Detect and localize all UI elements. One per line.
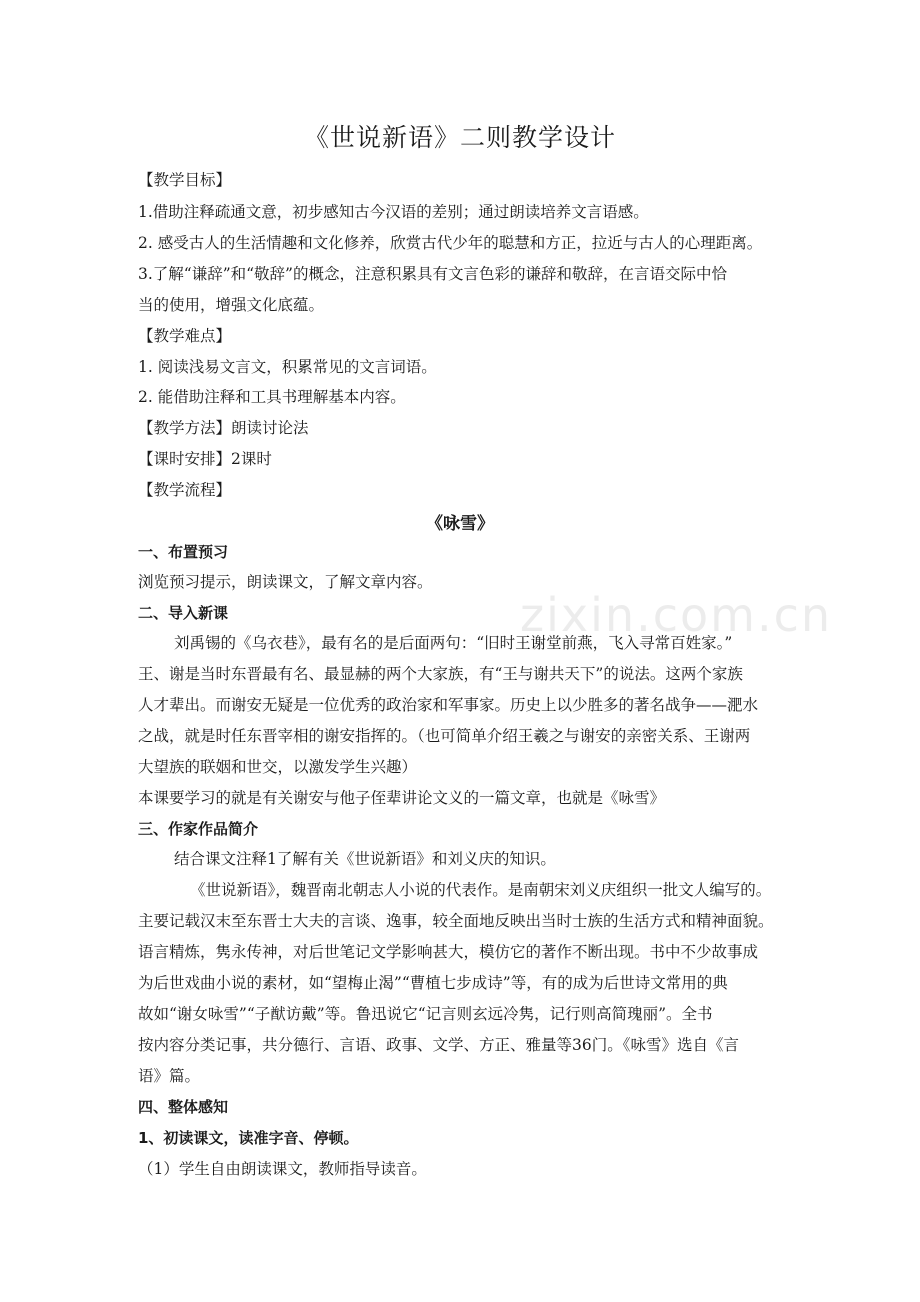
section-3-line-6: 故如“谢女咏雪”“子猷访戴”等。鲁迅说它“记言则玄远冷隽，记行则高简瑰丽”。全书: [138, 1005, 713, 1023]
section-1-text: 浏览预习提示，朗读课文，了解文章内容。: [138, 573, 433, 591]
heading-teaching-goals: 【教学目标】: [138, 171, 232, 189]
lesson-subtitle: 《咏雪》: [426, 514, 494, 534]
watermark: zixin.com.cn: [520, 588, 833, 642]
section-3-line-4: 语言精炼，隽永传神，对后世笔记文学影响甚大，模仿它的著作不断出现。书中不少故事成: [138, 943, 759, 961]
section-3-line-1: 结合课文注释1了解有关《世说新语》和刘义庆的知识。: [174, 850, 556, 868]
section-1-heading: 一、布置预习: [138, 543, 229, 561]
section-2-line-3: 人才辈出。而谢安无疑是一位优秀的政治家和军事家。历史上以少胜多的著名战争——淝水: [138, 696, 759, 714]
section-4-text: （1）学生自由朗读课文，教师指导读音。: [138, 1160, 427, 1178]
section-3-line-5: 为后世戏曲小说的素材，如“望梅止渴”“曹植七步成诗”等，有的成为后世诗文常用的典: [138, 974, 728, 992]
heading-teaching-process: 【教学流程】: [138, 481, 232, 499]
section-2-heading: 二、导入新课: [138, 604, 229, 622]
section-2-line-5: 大望族的联姻和世交，以激发学生兴趣）: [138, 758, 418, 776]
goal-2: 2. 感受古人的生活情趣和文化修养，欣赏古代少年的聪慧和方正，拉近与古人的心理距离。: [138, 234, 763, 252]
goal-3-cont: 当的使用，增强文化底蕴。: [138, 296, 325, 314]
section-2-line-2: 王、谢是当时东晋最有名、最显赫的两个大家族，有“王与谢共天下”的说法。这两个家族: [138, 665, 743, 683]
teaching-method: 【教学方法】朗读讨论法: [138, 419, 309, 437]
goal-3: 3.了解“谦辞”和“敬辞”的概念，注意积累具有文言色彩的谦辞和敬辞，在言语交际中恰: [138, 265, 727, 283]
document-title: 《世说新语》二则教学设计: [303, 123, 616, 152]
section-3-line-8: 语》篇。: [138, 1067, 201, 1085]
goal-1: 1.借助注释疏通文意，初步感知古今汉语的差别；通过朗读培养文言语感。: [138, 203, 649, 221]
section-3-line-7: 按内容分类记事，共分德行、言语、政事、文学、方正、雅量等36门。《咏雪》选自《言: [138, 1036, 739, 1054]
heading-difficulties: 【教学难点】: [138, 327, 232, 345]
difficulty-2: 2. 能借助注释和工具书理解基本内容。: [138, 388, 406, 406]
section-2-line-6: 本课要学习的就是有关谢安与他子侄辈讲论文义的一篇文章，也就是《咏雪》: [138, 789, 666, 807]
section-2-line-4: 之战，就是时任东晋宰相的谢安指挥的。（也可简单介绍王羲之与谢安的亲密关系、王谢两: [138, 727, 751, 745]
section-3-line-3: 主要记载汉末至东晋士大夫的言谈、逸事，较全面地反映出当时士族的生活方式和精神面貌。: [138, 912, 774, 930]
section-3-line-2: 《世说新语》，魏晋南北朝志人小说的代表作。是南朝宋刘义庆组织一批文人编写的。: [190, 881, 772, 899]
difficulty-1: 1. 阅读浅易文言文，积累常见的文言词语。: [138, 358, 437, 376]
class-schedule: 【课时安排】2课时: [138, 450, 272, 468]
section-3-heading: 三、作家作品简介: [138, 820, 259, 838]
section-4-heading: 四、整体感知: [138, 1098, 229, 1116]
section-4-subheading: 1、初读课文，读准字音、停顿。: [138, 1129, 359, 1147]
section-2-line-1: 刘禹锡的《乌衣巷》，最有名的是后面两句：“旧时王谢堂前燕，飞入寻常百姓家。”: [174, 634, 733, 652]
